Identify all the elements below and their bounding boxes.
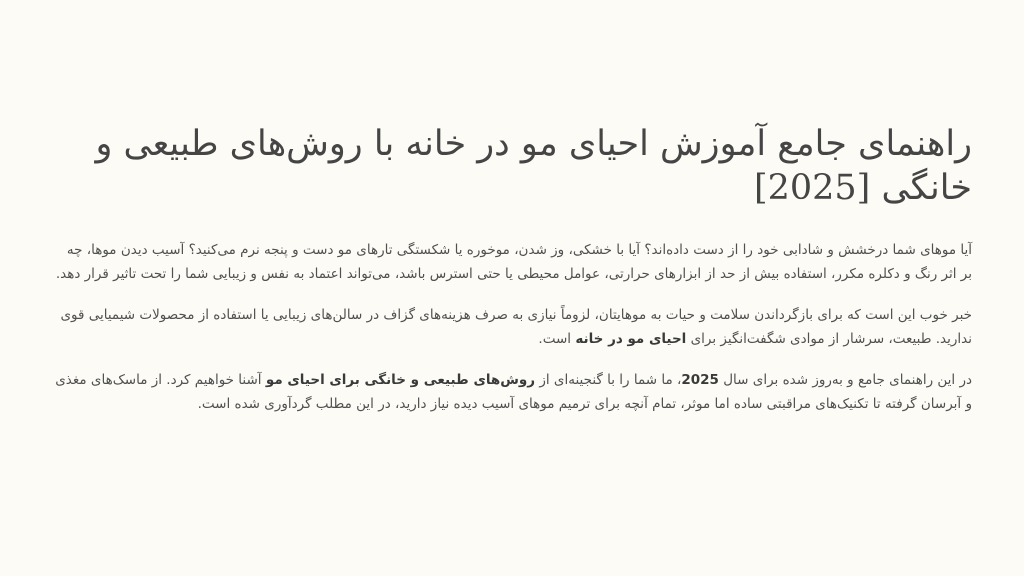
guide-text-2: ، ما شما را با گنجینه‌ای از: [535, 372, 682, 388]
article-title: راهنمای جامع آموزش احیای مو در خانه با روش‌های طبیعی و خانگی [2025]: [95, 124, 972, 208]
guide-text-3: آشنا خواهیم کرد. از ماسک‌های مغذی و آبرسان گرفته تا تکنیک‌های مراقبتی ساده اما موثر، تمام آنچه برای ترمیم موهای آسیب دیده نیاز دارید، در این مطلب گردآوری شده است.: [55, 372, 972, 412]
good-news-paragraph: [52, 303, 972, 351]
intro-paragraph-text: آیا موهای شما درخشش و شادابی خود را از دست داده‌اند؟ آیا با خشکی، وز شدن، موخوره یا شکستگی تارهای مو دست و پنجه نرم می‌کنید؟ آسیب دیدن موها، چه بر اثر رنگ و دکلره مکرر، استفاده بیش از حد از ابزارهای حرارتی، عوامل محیطی یا حتی استرس باشد، می‌تواند اعتماد به نفس و زیبایی شما را تحت تاثیر قرار دهد.: [55, 242, 972, 282]
good-news-text-after: است.: [538, 331, 576, 347]
guide-overview-paragraph: [52, 368, 972, 416]
intro-paragraph: [52, 238, 972, 286]
article-content: [52, 122, 972, 433]
guide-year-bold: 2025: [681, 372, 719, 388]
guide-methods-bold: روش‌های طبیعی و خانگی برای احیای مو: [265, 372, 536, 388]
good-news-text-before: خبر خوب این است که برای بازگرداندن سلامت و حیات به موهایتان، لزوماً نیازی به صرف هزینه‌های گزاف در سالن‌های زیبایی یا استفاده از محصولات شیمیایی قوی ندارید. طبیعت، سرشار از موادی شگفت‌انگیز برای: [60, 307, 972, 347]
guide-text-1: در این راهنمای جامع و به‌روز شده برای سال: [718, 372, 972, 388]
good-news-bold-keyword: احیای مو در خانه: [575, 331, 687, 347]
